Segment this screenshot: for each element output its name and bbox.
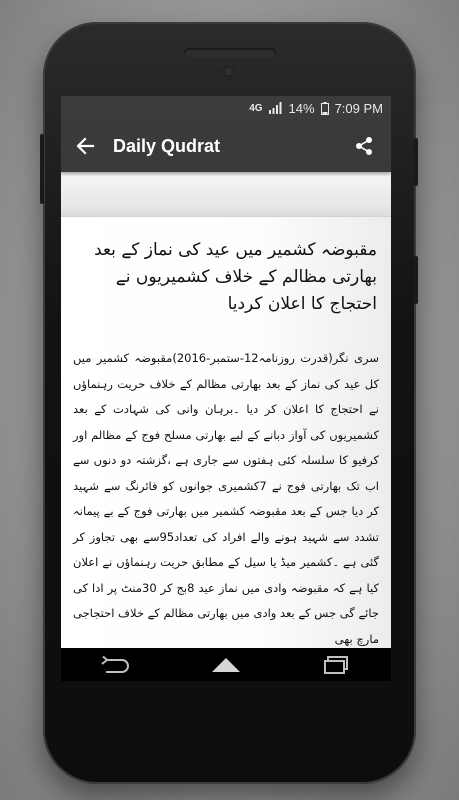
app-title: Daily Qudrat <box>113 135 221 156</box>
signal-icon <box>269 102 283 114</box>
status-bar <box>61 96 391 120</box>
article-body: سری نگر(قدرت روزنامہ12-ستمبر-2016)مقبوضہ کشمیر میں کل عید کی نماز کے بعد بھارتی مظالم کے خلاف حریت رہنماؤں نے احتجاج کا اعلان کر دیا ۔برہان وانی کی شہادت کے بعد کشمیریوں کی آواز دبانے کے لیے بھارتی مسلح فوج کے مظالم اور کرفیو کا سلسلہ کئی ہفتوں سے جاری ہے ،گزشتہ دو دنوں سے اب تک بھارتی فوج نے 7کشمیری جوانوں کو فائرنگ سے شہید کر دیا جس کے بعد مقبوضہ کشمیر میں بھارتی فوج کے بے پیمانہ تشدد سے شہید ہونے والے افراد کی تعداد95سے بھی تجاوز کر گئی ہے ۔کشمیر میڈ یا سیل کے مطابق حریت رہنماؤں نے اعلان کیا ہے کہ مقبوضہ وادی میں نماز عید 8بج کر 30منٹ پر ادا کی جائے گی جس کے بعد وادی میں بھارتی مظالم کے خلاف احتجاجی مارچ بھی <box>73 351 379 646</box>
back-button[interactable] <box>69 130 101 162</box>
power-button <box>414 138 418 186</box>
navigation-bar <box>61 648 391 681</box>
status-time: 7:09 PM <box>334 100 383 116</box>
battery-percentage: 14% <box>288 100 315 116</box>
proximity-sensor <box>149 69 155 75</box>
ad-banner-area <box>61 172 391 217</box>
network-type-label: 4G <box>249 102 263 114</box>
nav-back-button[interactable] <box>96 651 136 679</box>
nav-home-icon <box>211 657 241 673</box>
nav-recents-icon <box>323 656 349 674</box>
front-camera <box>223 66 234 77</box>
nav-home-button[interactable] <box>206 651 246 679</box>
side-button-lower <box>414 256 418 304</box>
arrow-left-icon <box>75 136 95 156</box>
article-content[interactable] <box>61 217 391 648</box>
screen <box>61 96 391 681</box>
app-toolbar <box>61 120 391 172</box>
share-icon <box>354 136 374 156</box>
earpiece-speaker <box>184 48 276 58</box>
volume-button <box>40 134 44 204</box>
article-headline: مقبوضہ کشمیر میں عید کی نماز کے بعد بھارتی مظالم کے خلاف کشمیریوں نے احتجاج کا اعلان کردیا <box>94 240 377 314</box>
nav-back-icon <box>100 656 132 674</box>
share-button[interactable] <box>349 131 379 161</box>
nav-recents-button[interactable] <box>316 651 356 679</box>
battery-icon <box>321 102 329 115</box>
